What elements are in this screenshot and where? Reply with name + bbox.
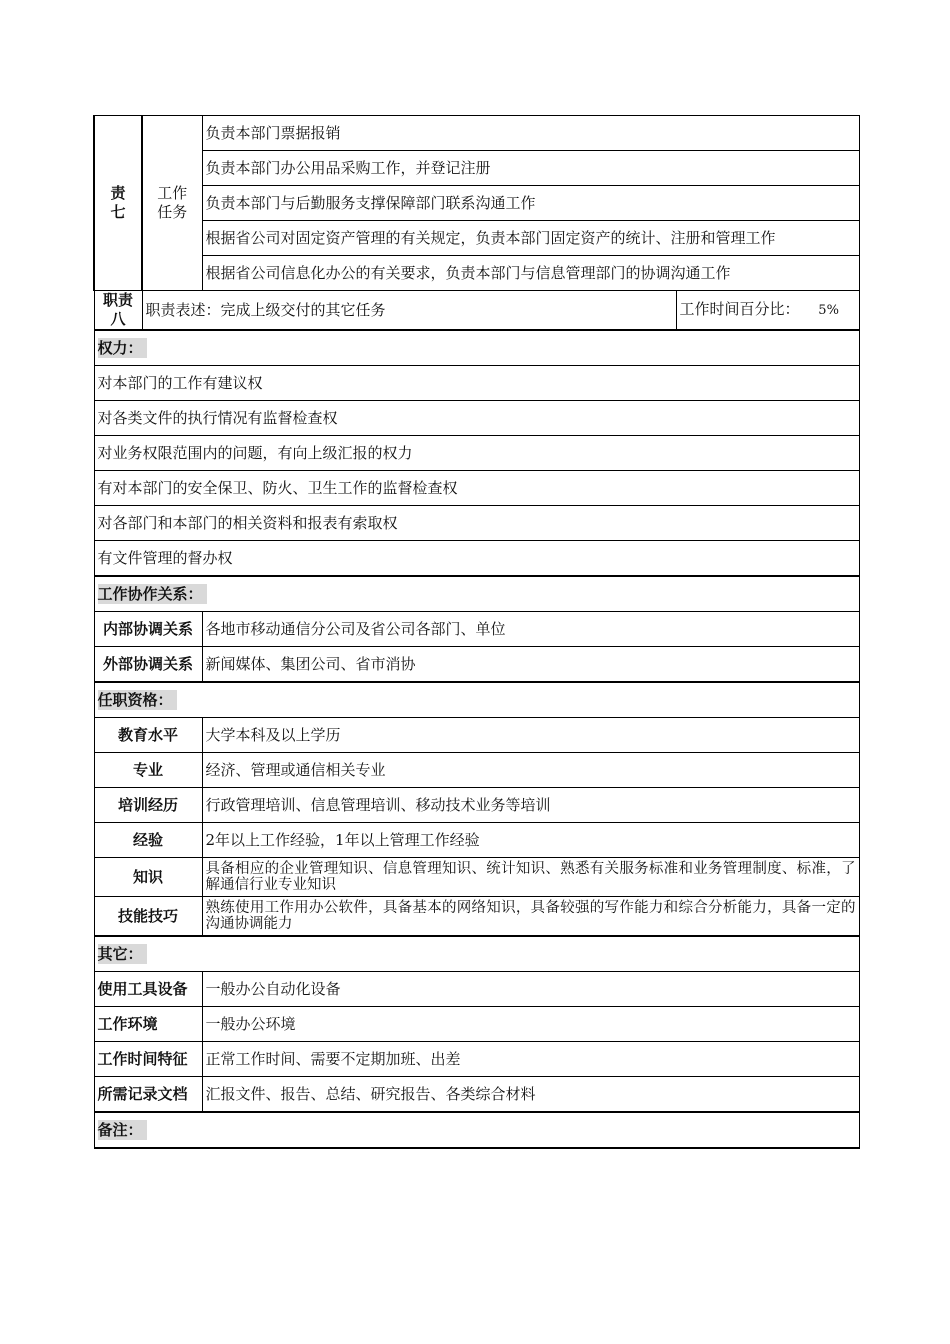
- qualification-row: [94, 753, 859, 788]
- authority-item: 有文件管理的督办权: [94, 541, 859, 577]
- other-value: 一般办公自动化设备: [202, 972, 859, 1007]
- authority-item: 对各类文件的执行情况有监督检查权: [94, 401, 859, 436]
- qualification-label: 技能技巧: [94, 897, 202, 937]
- other-row: [94, 1007, 859, 1042]
- duty7-task: 负责本部门与后勤服务支撑保障部门联系沟通工作: [202, 186, 859, 221]
- relations-value: 各地市移动通信分公司及省公司各部门、单位: [202, 612, 859, 647]
- duty8-time-label: 工作时间百分比：: [679, 300, 800, 318]
- qualifications-section-title: 任职资格：: [94, 682, 859, 718]
- authority-header-row: [94, 330, 859, 366]
- authority-item: 对业务权限范围内的问题，有向上级汇报的权力: [94, 436, 859, 471]
- qualification-value: 行政管理培训、信息管理培训、移动技术业务等培训: [202, 788, 859, 823]
- duty7-label: 责 七: [94, 116, 142, 291]
- other-label: 工作时间特征: [94, 1042, 202, 1077]
- relations-section-title: 工作协作关系：: [94, 576, 859, 612]
- authority-item: 对各部门和本部门的相关资料和报表有索取权: [94, 506, 859, 541]
- qualification-label: 教育水平: [94, 718, 202, 753]
- other-label: 工作环境: [94, 1007, 202, 1042]
- authority-item: 有对本部门的安全保卫、防火、卫生工作的监督检查权: [94, 471, 859, 506]
- relations-label: 内部协调关系: [94, 612, 202, 647]
- job-description-document: [93, 115, 858, 1149]
- duty7-task: 负责本部门票据报销: [202, 116, 859, 151]
- other-header-row: [94, 936, 859, 972]
- other-label: 所需记录文档: [94, 1077, 202, 1113]
- duty7-task: 根据省公司信息化办公的有关要求，负责本部门与信息管理部门的协调沟通工作: [202, 256, 859, 291]
- qualification-value: 熟练使用工作用办公软件，具备基本的网络知识，具备较强的写作能力和综合分析能力，具备一定的沟通协调能力: [202, 897, 859, 937]
- other-value: 汇报文件、报告、总结、研究报告、各类综合材料: [202, 1077, 859, 1113]
- other-section-title: 其它：: [94, 936, 859, 972]
- qualification-label: 培训经历: [94, 788, 202, 823]
- duty8-row: [94, 291, 859, 331]
- other-value: 一般办公环境: [202, 1007, 859, 1042]
- qualification-value: 2年以上工作经验，1年以上管理工作经验: [202, 823, 859, 858]
- duty7-row-1: [94, 116, 859, 151]
- qualification-label: 知识: [94, 858, 202, 897]
- other-label: 使用工具设备: [94, 972, 202, 1007]
- other-row: [94, 1042, 859, 1077]
- other-value: 正常工作时间、需要不定期加班、出差: [202, 1042, 859, 1077]
- relations-row: [94, 647, 859, 683]
- relations-label: 外部协调关系: [94, 647, 202, 683]
- relations-row: [94, 612, 859, 647]
- job-description-table: [93, 115, 860, 1149]
- remarks-header-row: [94, 1112, 859, 1148]
- duty8-label: 职责 八: [94, 291, 142, 331]
- duty8-time-value: 5%: [818, 303, 839, 318]
- qualification-row: [94, 788, 859, 823]
- qualification-label: 专业: [94, 753, 202, 788]
- relations-header-row: [94, 576, 859, 612]
- qualifications-header-row: [94, 682, 859, 718]
- qualification-label: 经验: [94, 823, 202, 858]
- relations-value: 新闻媒体、集团公司、省市消协: [202, 647, 859, 683]
- other-row: [94, 972, 859, 1007]
- qualification-value: 经济、管理或通信相关专业: [202, 753, 859, 788]
- qualification-row: [94, 718, 859, 753]
- qualification-row: [94, 823, 859, 858]
- duty8-description: 职责表述：完成上级交付的其它任务: [142, 291, 676, 331]
- qualification-value: 具备相应的企业管理知识、信息管理知识、统计知识、熟悉有关服务标准和业务管理制度、标准，了解通信行业专业知识: [202, 858, 859, 897]
- duty7-category: 工作 任务: [142, 116, 202, 291]
- other-row: [94, 1077, 859, 1113]
- remarks-section-title: 备注：: [94, 1112, 859, 1148]
- duty8-time-cell: [676, 291, 859, 331]
- duty7-task: 负责本部门办公用品采购工作，并登记注册: [202, 151, 859, 186]
- qualification-row: [94, 897, 859, 937]
- qualification-value: 大学本科及以上学历: [202, 718, 859, 753]
- authority-section-title: 权力：: [94, 330, 859, 366]
- qualification-row: [94, 858, 859, 897]
- authority-item: 对本部门的工作有建议权: [94, 366, 859, 401]
- duty7-task: 根据省公司对固定资产管理的有关规定，负责本部门固定资产的统计、注册和管理工作: [202, 221, 859, 256]
